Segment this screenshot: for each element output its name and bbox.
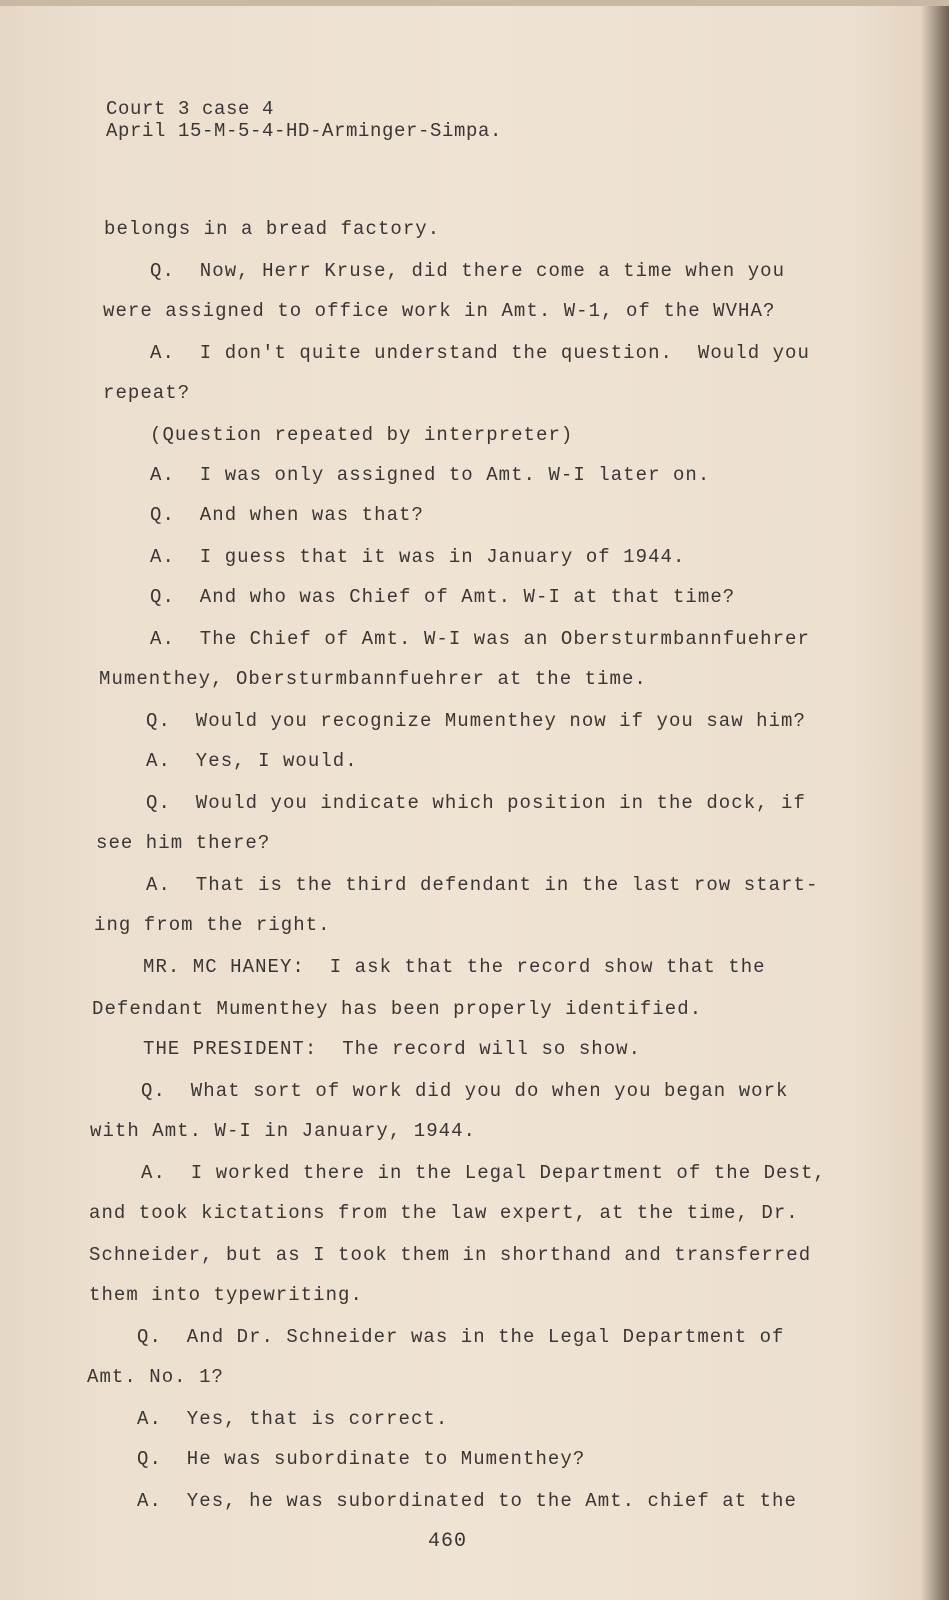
body-line: were assigned to office work in Amt. W-1, of the WVHA? bbox=[103, 300, 776, 322]
body-line: Defendant Mumenthey has been properly identified. bbox=[92, 998, 703, 1020]
page-number: 460 bbox=[428, 1530, 468, 1553]
body-line: A. The Chief of Amt. W-I was an Obersturmbannfuehrer bbox=[150, 628, 810, 650]
header-line-2: April 15-M-5-4-HD-Arminger-Simpa. bbox=[106, 120, 503, 142]
body-line: A. I worked there in the Legal Department of the Dest, bbox=[141, 1162, 826, 1184]
body-line: Q. And when was that? bbox=[150, 504, 424, 526]
body-line: Q. Would you recognize Mumenthey now if you saw him? bbox=[146, 710, 806, 732]
body-line: A. I don't quite understand the question. Would you bbox=[150, 342, 810, 364]
body-line: A. Yes, I would. bbox=[146, 750, 358, 772]
body-line: Q. Now, Herr Kruse, did there come a time when you bbox=[150, 260, 786, 282]
body-line: Q. What sort of work did you do when you began work bbox=[141, 1080, 789, 1102]
body-line: A. I guess that it was in January of 1944. bbox=[150, 546, 686, 568]
body-line: Mumenthey, Obersturmbannfuehrer at the time. bbox=[99, 668, 647, 690]
body-line: them into typewriting. bbox=[89, 1284, 363, 1306]
body-line: THE PRESIDENT: The record will so show. bbox=[143, 1038, 642, 1060]
body-line: repeat? bbox=[103, 382, 191, 404]
body-line: A. Yes, he was subordinated to the Amt. chief at the bbox=[137, 1490, 797, 1512]
body-line: Q. Would you indicate which position in the dock, if bbox=[146, 792, 806, 814]
body-line: Q. He was subordinate to Mumenthey? bbox=[137, 1448, 586, 1470]
body-line: MR. MC HANEY: I ask that the record show that the bbox=[143, 956, 766, 978]
body-line: ing from the right. bbox=[94, 914, 331, 936]
body-line: see him there? bbox=[96, 832, 271, 854]
body-line: A. Yes, that is correct. bbox=[137, 1408, 449, 1430]
document-header bbox=[106, 98, 502, 142]
body-line: with Amt. W-I in January, 1944. bbox=[90, 1120, 477, 1142]
body-line: Amt. No. 1? bbox=[87, 1366, 224, 1388]
body-line: and took kictations from the law expert, at the time, Dr. bbox=[89, 1202, 799, 1224]
body-line: A. I was only assigned to Amt. W-I later on. bbox=[150, 464, 711, 486]
body-line: Schneider, but as I took them in shorthand and transferred bbox=[89, 1244, 812, 1266]
body-line: Q. And Dr. Schneider was in the Legal Department of bbox=[137, 1326, 785, 1348]
header-line-1: Court 3 case 4 bbox=[106, 98, 275, 120]
body-line: belongs in a bread factory. bbox=[104, 218, 441, 240]
body-line: (Question repeated by interpreter) bbox=[150, 424, 574, 446]
body-line: Q. And who was Chief of Amt. W-I at that time? bbox=[150, 586, 736, 608]
body-line: A. That is the third defendant in the last row start- bbox=[146, 874, 819, 896]
